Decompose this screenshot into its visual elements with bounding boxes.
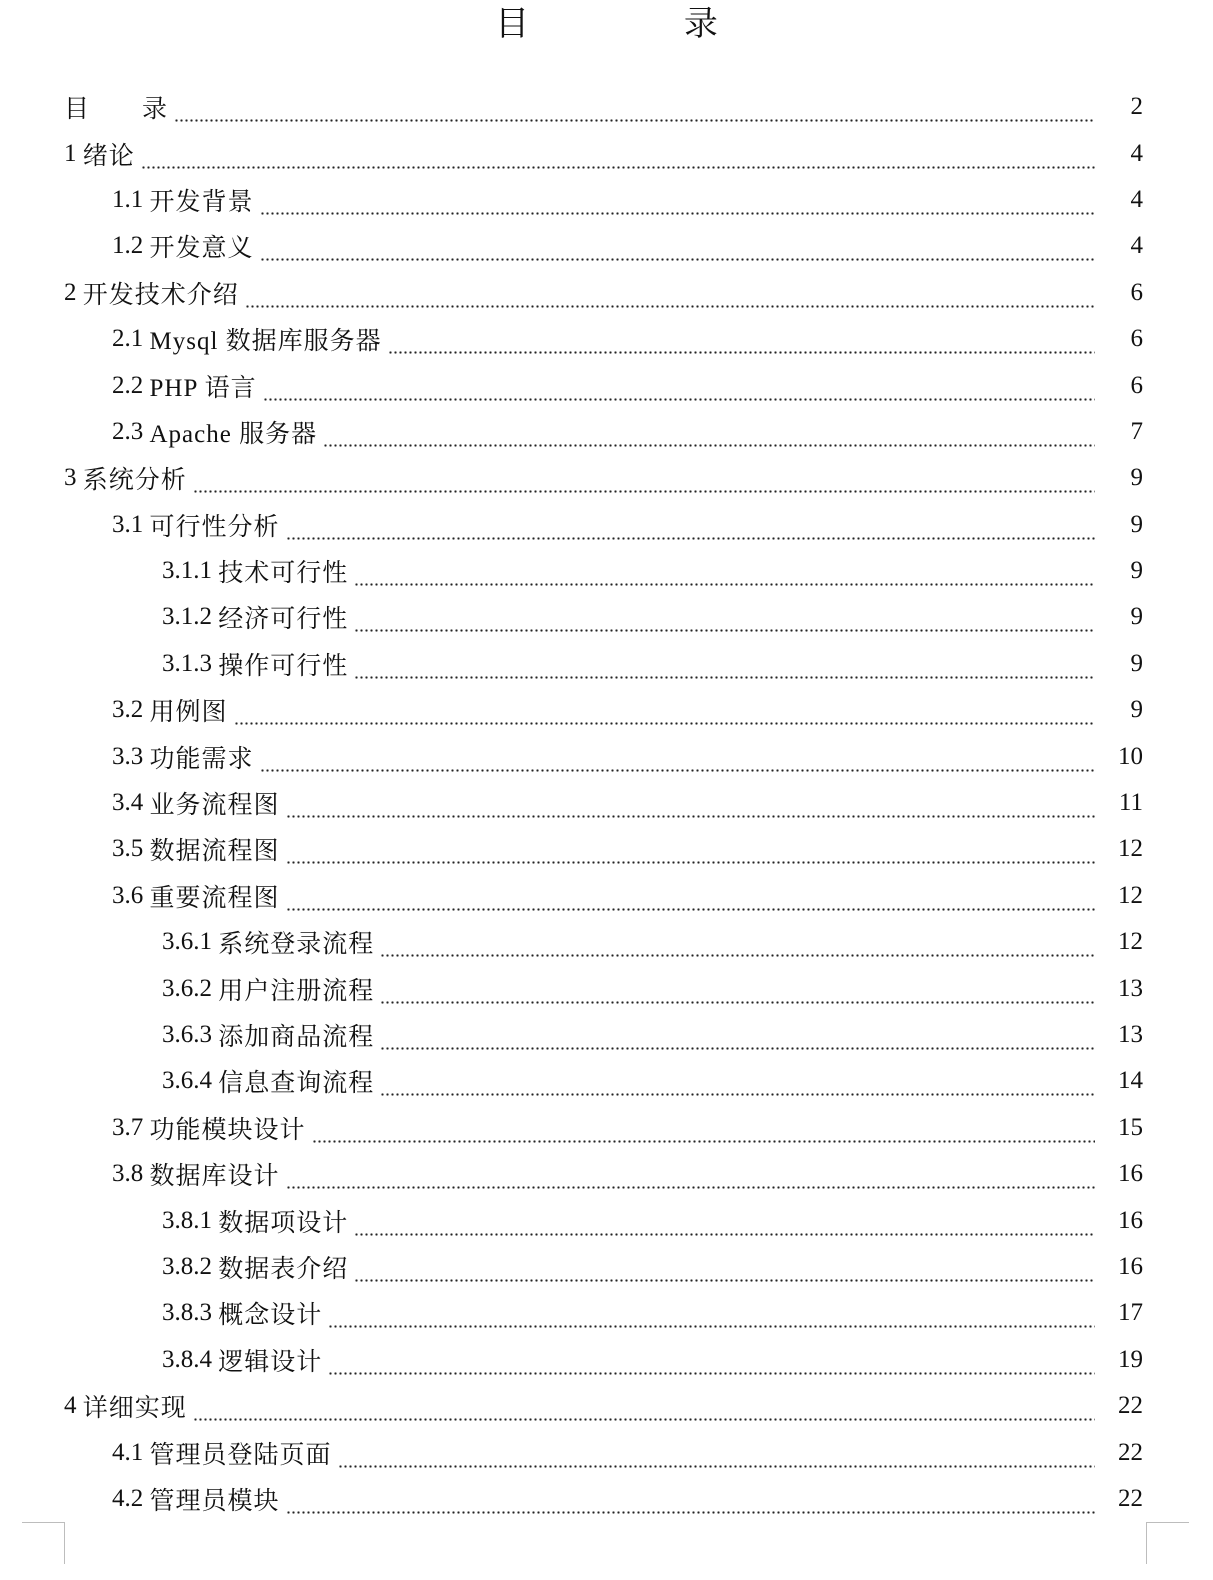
toc-dot-leader: [380, 1031, 1095, 1051]
toc-entry-number: 3.8.3: [162, 1299, 219, 1327]
toc-entry-label: 添加商品流程: [218, 1024, 375, 1051]
toc-entry[interactable]: [0, 1337, 1213, 1383]
toc-dot-leader: [354, 613, 1095, 633]
toc-entry-number: 3.1.1: [162, 557, 219, 585]
toc-entry[interactable]: [0, 1058, 1213, 1104]
toc-entry-page: 22: [1118, 1484, 1143, 1512]
toc-entry[interactable]: [0, 1429, 1213, 1475]
toc-entry[interactable]: [0, 455, 1213, 501]
toc-entry[interactable]: [0, 362, 1213, 408]
toc-dot-leader: [286, 1495, 1095, 1515]
toc-entry[interactable]: [0, 84, 1213, 130]
toc-dot-leader: [245, 289, 1095, 309]
toc-dot-leader: [354, 1263, 1095, 1283]
toc-dot-leader: [260, 196, 1095, 216]
toc-entry[interactable]: [0, 1151, 1213, 1197]
toc-entry-label: 系统分析: [82, 467, 187, 495]
toc-entry-label: 逻辑设计: [218, 1348, 323, 1376]
toc-entry[interactable]: [0, 548, 1213, 594]
toc-entry-label: Mysql 数据库服务器: [149, 328, 382, 356]
toc-entry[interactable]: [0, 409, 1213, 455]
toc-entry-page: 9: [1130, 557, 1143, 585]
toc-entry-number: 3.6.1: [162, 928, 219, 956]
toc-entry-number: 2.1: [112, 325, 150, 353]
toc-dot-leader: [193, 1402, 1095, 1422]
toc-entry-number: 3.6.4: [162, 1067, 219, 1095]
toc-entry[interactable]: [0, 1105, 1213, 1151]
toc-entry-label: 目 录: [64, 96, 169, 124]
toc-dot-leader: [354, 1217, 1095, 1237]
toc-entry-label: 用例图: [149, 699, 228, 727]
toc-entry-page: 4: [1130, 185, 1143, 213]
toc-entry[interactable]: [0, 223, 1213, 269]
toc-entry-page: 9: [1130, 603, 1143, 631]
toc-entry-label: 开发背景: [149, 188, 254, 216]
toc-dot-leader: [263, 382, 1095, 402]
toc-entry-label: 操作可行性: [218, 652, 349, 680]
toc-dot-leader: [286, 1170, 1095, 1190]
crop-mark-left: [22, 1522, 65, 1564]
toc-entry-page: 9: [1130, 696, 1143, 724]
toc-dot-leader: [380, 1077, 1095, 1097]
toc-entry-page: 4: [1130, 139, 1143, 167]
toc-entry-label: 管理员登陆页面: [149, 1441, 332, 1469]
toc-entry-number: 3.8.2: [162, 1252, 219, 1280]
toc-entry-page: 13: [1118, 1021, 1143, 1048]
toc-entry[interactable]: [0, 873, 1213, 919]
toc-dot-leader: [380, 938, 1095, 958]
toc-entry-label: 技术可行性: [218, 560, 349, 588]
toc-entry[interactable]: [0, 641, 1213, 687]
toc-entry-page: 15: [1118, 1113, 1143, 1141]
toc-entry-number: 3.1.2: [162, 603, 219, 631]
toc-entry-number: 3.2: [112, 696, 150, 724]
toc-entry-number: 2.2: [112, 371, 150, 399]
toc-entry-page: 17: [1118, 1299, 1143, 1327]
toc-entry-number: 4.1: [112, 1438, 150, 1466]
toc-entry-page: 19: [1118, 1345, 1143, 1373]
toc-dot-leader: [286, 892, 1095, 912]
toc-entry-number: 3.1.3: [162, 649, 219, 677]
toc-dot-leader: [312, 1124, 1095, 1144]
table-of-contents: [0, 84, 1213, 1522]
toc-entry-number: 2.3: [112, 417, 150, 445]
toc-entry-label: 重要流程图: [149, 884, 280, 912]
toc-entry-page: 4: [1130, 232, 1143, 260]
toc-dot-leader: [260, 242, 1095, 262]
toc-entry-number: 3.6.2: [162, 974, 219, 1002]
page-title: 目 录: [495, 4, 790, 44]
toc-entry[interactable]: [0, 1383, 1213, 1429]
toc-entry-page: 10: [1118, 742, 1143, 770]
toc-entry-label: 管理员模块: [149, 1487, 280, 1515]
toc-entry-label: 数据表介绍: [218, 1255, 349, 1283]
toc-entry-number: 2: [64, 278, 83, 306]
toc-dot-leader: [193, 474, 1095, 494]
toc-entry-number: 4: [64, 1392, 83, 1420]
toc-entry-number: 1.2: [112, 232, 150, 260]
toc-entry-label: 概念设计: [218, 1302, 323, 1330]
toc-entry-page: 16: [1118, 1160, 1143, 1188]
toc-entry-label: 可行性分析: [149, 513, 280, 541]
crop-mark-right: [1146, 1522, 1189, 1564]
toc-entry-page: 7: [1130, 417, 1143, 445]
toc-entry[interactable]: [0, 130, 1213, 176]
toc-entry-label: 功能需求: [149, 745, 254, 773]
toc-dot-leader: [286, 521, 1095, 541]
toc-entry[interactable]: [0, 1197, 1213, 1243]
toc-entry-number: 4.2: [112, 1484, 150, 1512]
toc-dot-leader: [354, 660, 1095, 680]
toc-entry-page: 6: [1130, 371, 1143, 399]
toc-entry-label: 数据流程图: [149, 838, 280, 866]
toc-entry-number: 3.1: [112, 510, 150, 538]
toc-entry-number: 3.5: [112, 835, 150, 863]
toc-entry-number: 3.6.3: [162, 1021, 219, 1048]
toc-entry-label: 数据项设计: [218, 1209, 349, 1237]
toc-entry[interactable]: [0, 733, 1213, 779]
toc-entry[interactable]: [0, 965, 1213, 1011]
toc-entry-page: 2: [1130, 93, 1143, 121]
toc-entry-number: 3.6: [112, 881, 150, 909]
toc-entry[interactable]: [0, 270, 1213, 316]
toc-entry[interactable]: [0, 502, 1213, 548]
toc-entry[interactable]: [0, 826, 1213, 872]
toc-entry-label: 数据库设计: [149, 1163, 280, 1191]
toc-entry[interactable]: [0, 1244, 1213, 1290]
toc-entry[interactable]: [0, 177, 1213, 223]
toc-entry-label: 用户注册流程: [218, 977, 375, 1005]
toc-entry-page: 11: [1118, 789, 1143, 817]
toc-entry-number: 3.3: [112, 742, 150, 770]
toc-entry-number: 3.8: [112, 1160, 150, 1188]
toc-entry-number: 3.7: [112, 1113, 150, 1141]
toc-dot-leader: [338, 1449, 1095, 1469]
toc-entry[interactable]: [0, 594, 1213, 640]
toc-entry-number: 1.1: [112, 185, 150, 213]
toc-entry-page: 9: [1130, 464, 1143, 492]
toc-entry-page: 9: [1130, 510, 1143, 538]
toc-entry-page: 12: [1118, 928, 1143, 956]
toc-entry-page: 22: [1118, 1438, 1143, 1466]
toc-entry-number: 3.4: [112, 789, 150, 817]
toc-entry-page: 6: [1130, 278, 1143, 306]
toc-entry[interactable]: [0, 1290, 1213, 1336]
toc-dot-leader: [286, 799, 1095, 819]
toc-dot-leader: [328, 1309, 1095, 1329]
toc-entry-label: PHP 语言: [149, 374, 257, 402]
toc-entry-label: 绪论: [82, 142, 135, 170]
toc-entry-label: 业务流程图: [149, 792, 280, 820]
toc-entry[interactable]: [0, 687, 1213, 733]
toc-dot-leader: [174, 103, 1095, 123]
toc-dot-leader: [286, 845, 1095, 865]
toc-entry-number: 3.8.1: [162, 1206, 219, 1234]
toc-entry[interactable]: [0, 1476, 1213, 1522]
toc-entry-number: 1: [64, 139, 83, 167]
toc-entry[interactable]: [0, 1012, 1213, 1058]
toc-entry-page: 12: [1118, 881, 1143, 909]
toc-entry[interactable]: [0, 316, 1213, 362]
toc-entry-label: 开发意义: [149, 235, 254, 263]
toc-entry-label: 信息查询流程: [218, 1070, 375, 1098]
toc-entry-label: 详细实现: [82, 1395, 187, 1423]
toc-dot-leader: [234, 706, 1095, 726]
toc-entry-number: 3: [64, 464, 83, 492]
toc-entry-page: 14: [1118, 1067, 1143, 1095]
toc-entry-page: 12: [1118, 835, 1143, 863]
toc-dot-leader: [260, 753, 1095, 773]
toc-dot-leader: [328, 1356, 1095, 1376]
toc-dot-leader: [141, 150, 1095, 170]
toc-entry-label: 经济可行性: [218, 606, 349, 634]
toc-entry-page: 6: [1130, 325, 1143, 353]
toc-entry[interactable]: [0, 919, 1213, 965]
toc-entry-page: 16: [1118, 1206, 1143, 1234]
toc-entry-label: 开发技术介绍: [82, 281, 239, 309]
toc-entry-label: 功能模块设计: [149, 1116, 306, 1144]
toc-dot-leader: [388, 335, 1095, 355]
toc-dot-leader: [380, 985, 1095, 1005]
toc-dot-leader: [323, 428, 1095, 448]
toc-entry-label: 系统登录流程: [218, 931, 375, 959]
toc-dot-leader: [354, 567, 1095, 587]
toc-entry-number: 3.8.4: [162, 1345, 219, 1373]
toc-entry-label: Apache 服务器: [149, 420, 318, 448]
toc-entry-page: 13: [1118, 974, 1143, 1002]
toc-entry-page: 22: [1118, 1392, 1143, 1420]
toc-entry-page: 16: [1118, 1252, 1143, 1280]
toc-entry[interactable]: [0, 780, 1213, 826]
toc-entry-page: 9: [1130, 649, 1143, 677]
